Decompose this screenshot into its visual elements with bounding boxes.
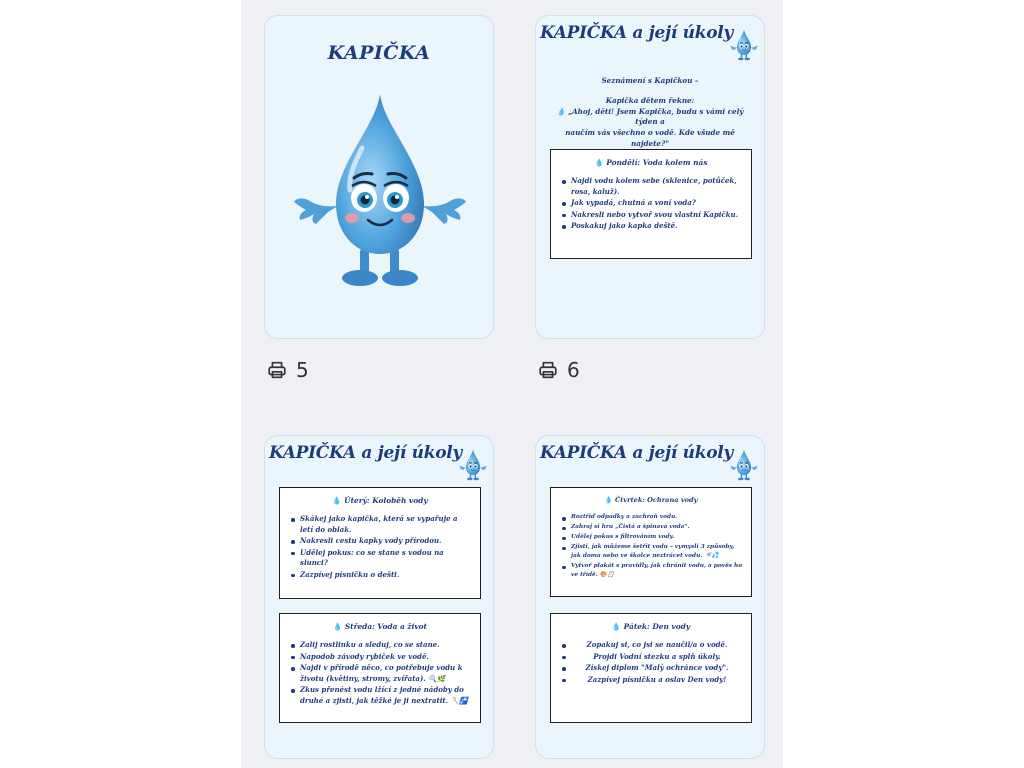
friday-list xyxy=(559,640,743,685)
list-item: Roztřiď odpadky a zachraň vodu. xyxy=(559,513,743,522)
page-number: 6 xyxy=(567,358,580,382)
monday-box xyxy=(550,149,752,259)
water-drop-icon: 💧 xyxy=(332,496,342,505)
list-item: Získej diplom "Malý ochránce vody". xyxy=(559,663,743,674)
monday-title: Pondělí: Voda kolem nás xyxy=(606,158,708,167)
monday-list xyxy=(559,176,743,232)
intro-text xyxy=(546,76,754,150)
intro-line: 💧 „Ahoj, děti! Jsem Kapička, budu s vámi celý týden a xyxy=(556,106,744,127)
wednesday-box xyxy=(279,613,481,723)
list-item: Zazpívej písničku a oslav Den vody! xyxy=(559,675,743,686)
list-item: Zkus přenést vodu lžící z jedné nádoby do druhé a zjisti, jak těžké je ji nextratit. 🥄🚰 xyxy=(288,685,472,706)
list-item: Zahraj si hru „Čistá a špinavá voda". xyxy=(559,523,743,532)
printer-icon[interactable] xyxy=(537,359,559,381)
printer-icon[interactable] xyxy=(266,359,288,381)
list-item: Skákej jako kapička, která se vypařuje a letí do oblak. xyxy=(288,514,472,535)
page-title: KAPIČKA a její úkoly xyxy=(540,443,733,463)
document-viewer[interactable] xyxy=(241,0,783,768)
list-item: Udělej pokus s filtrováním vody. xyxy=(559,533,743,542)
friday-box xyxy=(550,613,752,723)
list-item: Napodob závody rybiček ve vodě. xyxy=(288,652,472,663)
tuesday-box xyxy=(279,487,481,599)
list-item: Zazpívej písničku o dešti. xyxy=(288,570,472,581)
list-item: Jak vypadá, chutná a voní voda? xyxy=(559,198,743,209)
water-drop-mascot-icon xyxy=(457,442,489,488)
page-6-print-label[interactable] xyxy=(537,358,580,382)
page-8-thumbnail[interactable] xyxy=(535,435,765,759)
tuesday-title: Úterý: Koloběh vody xyxy=(344,496,428,505)
list-item: Najdi v přírodě něco, co potřebuje vodu k životu (květiny, stromy, zvířata). 🔍🌿 xyxy=(288,663,472,684)
water-drop-mascot-icon xyxy=(728,442,760,488)
list-item: Nakresli cestu kapky vody přírodou. xyxy=(288,536,472,547)
thursday-box xyxy=(550,487,752,597)
list-item: Projdi Vodní stezku a splň úkoly. xyxy=(559,652,743,663)
water-drop-icon: 💧 xyxy=(333,622,343,631)
list-item: Zalij rostlinku a sleduj, co se stane. xyxy=(288,640,472,651)
water-drop-icon: 💧 xyxy=(611,622,622,631)
water-drop-icon: 💧 xyxy=(594,158,604,167)
list-item: Najdi vodu kolem sebe (sklenice, potůček, rosa, kaluž). xyxy=(559,176,743,197)
water-drop-icon: 💧 xyxy=(604,496,613,504)
intro-line: naučím vás všechno o vodě. Kde všude mě najdete?" xyxy=(565,128,735,148)
list-item: Nakresli nebo vytvoř svou vlastní Kapičku. xyxy=(559,210,743,221)
water-drop-mascot-illustration xyxy=(277,86,483,296)
wednesday-list xyxy=(288,640,472,706)
intro-line: Kapička dětem řekne: xyxy=(605,95,695,105)
water-drop-mascot-icon xyxy=(728,22,760,68)
tuesday-list xyxy=(288,514,472,580)
intro-heading: Seznámení s Kapičkou – xyxy=(601,76,699,85)
friday-title: Pátek: Den vody xyxy=(623,622,691,631)
page-title: KAPIČKA a její úkoly xyxy=(269,443,462,463)
page-7-thumbnail[interactable] xyxy=(264,435,494,759)
page-5-print-label[interactable] xyxy=(266,358,309,382)
wednesday-title: Středa: Voda a život xyxy=(344,622,427,631)
thursday-list xyxy=(559,513,743,580)
page-title: KAPIČKA a její úkoly xyxy=(540,23,733,43)
thursday-title: Čtvrtek: Ochrana vody xyxy=(615,496,698,504)
page-6-thumbnail[interactable] xyxy=(535,15,765,339)
page-number: 5 xyxy=(296,358,309,382)
list-item: Zjisti, jak můžeme šetřit vodu – vymysli 3 způsoby, jak doma nebo ve školce neztrácet vodu. 🚿💦 xyxy=(559,543,743,561)
page-5-thumbnail[interactable] xyxy=(264,15,494,339)
list-item: Udělej pokus: co se stane s vodou na slunci? xyxy=(288,548,472,569)
cover-title: KAPIČKA xyxy=(327,42,431,64)
list-item: Poskakuj jako kapka deště. xyxy=(559,221,743,232)
list-item: Vytvoř plakát s pravidly, jak chránit vodu, a pověs ho ve třídě. 🎨📋 xyxy=(559,562,743,580)
list-item: Zopakuj si, co jsi se naučil/a o vodě. xyxy=(559,640,743,651)
